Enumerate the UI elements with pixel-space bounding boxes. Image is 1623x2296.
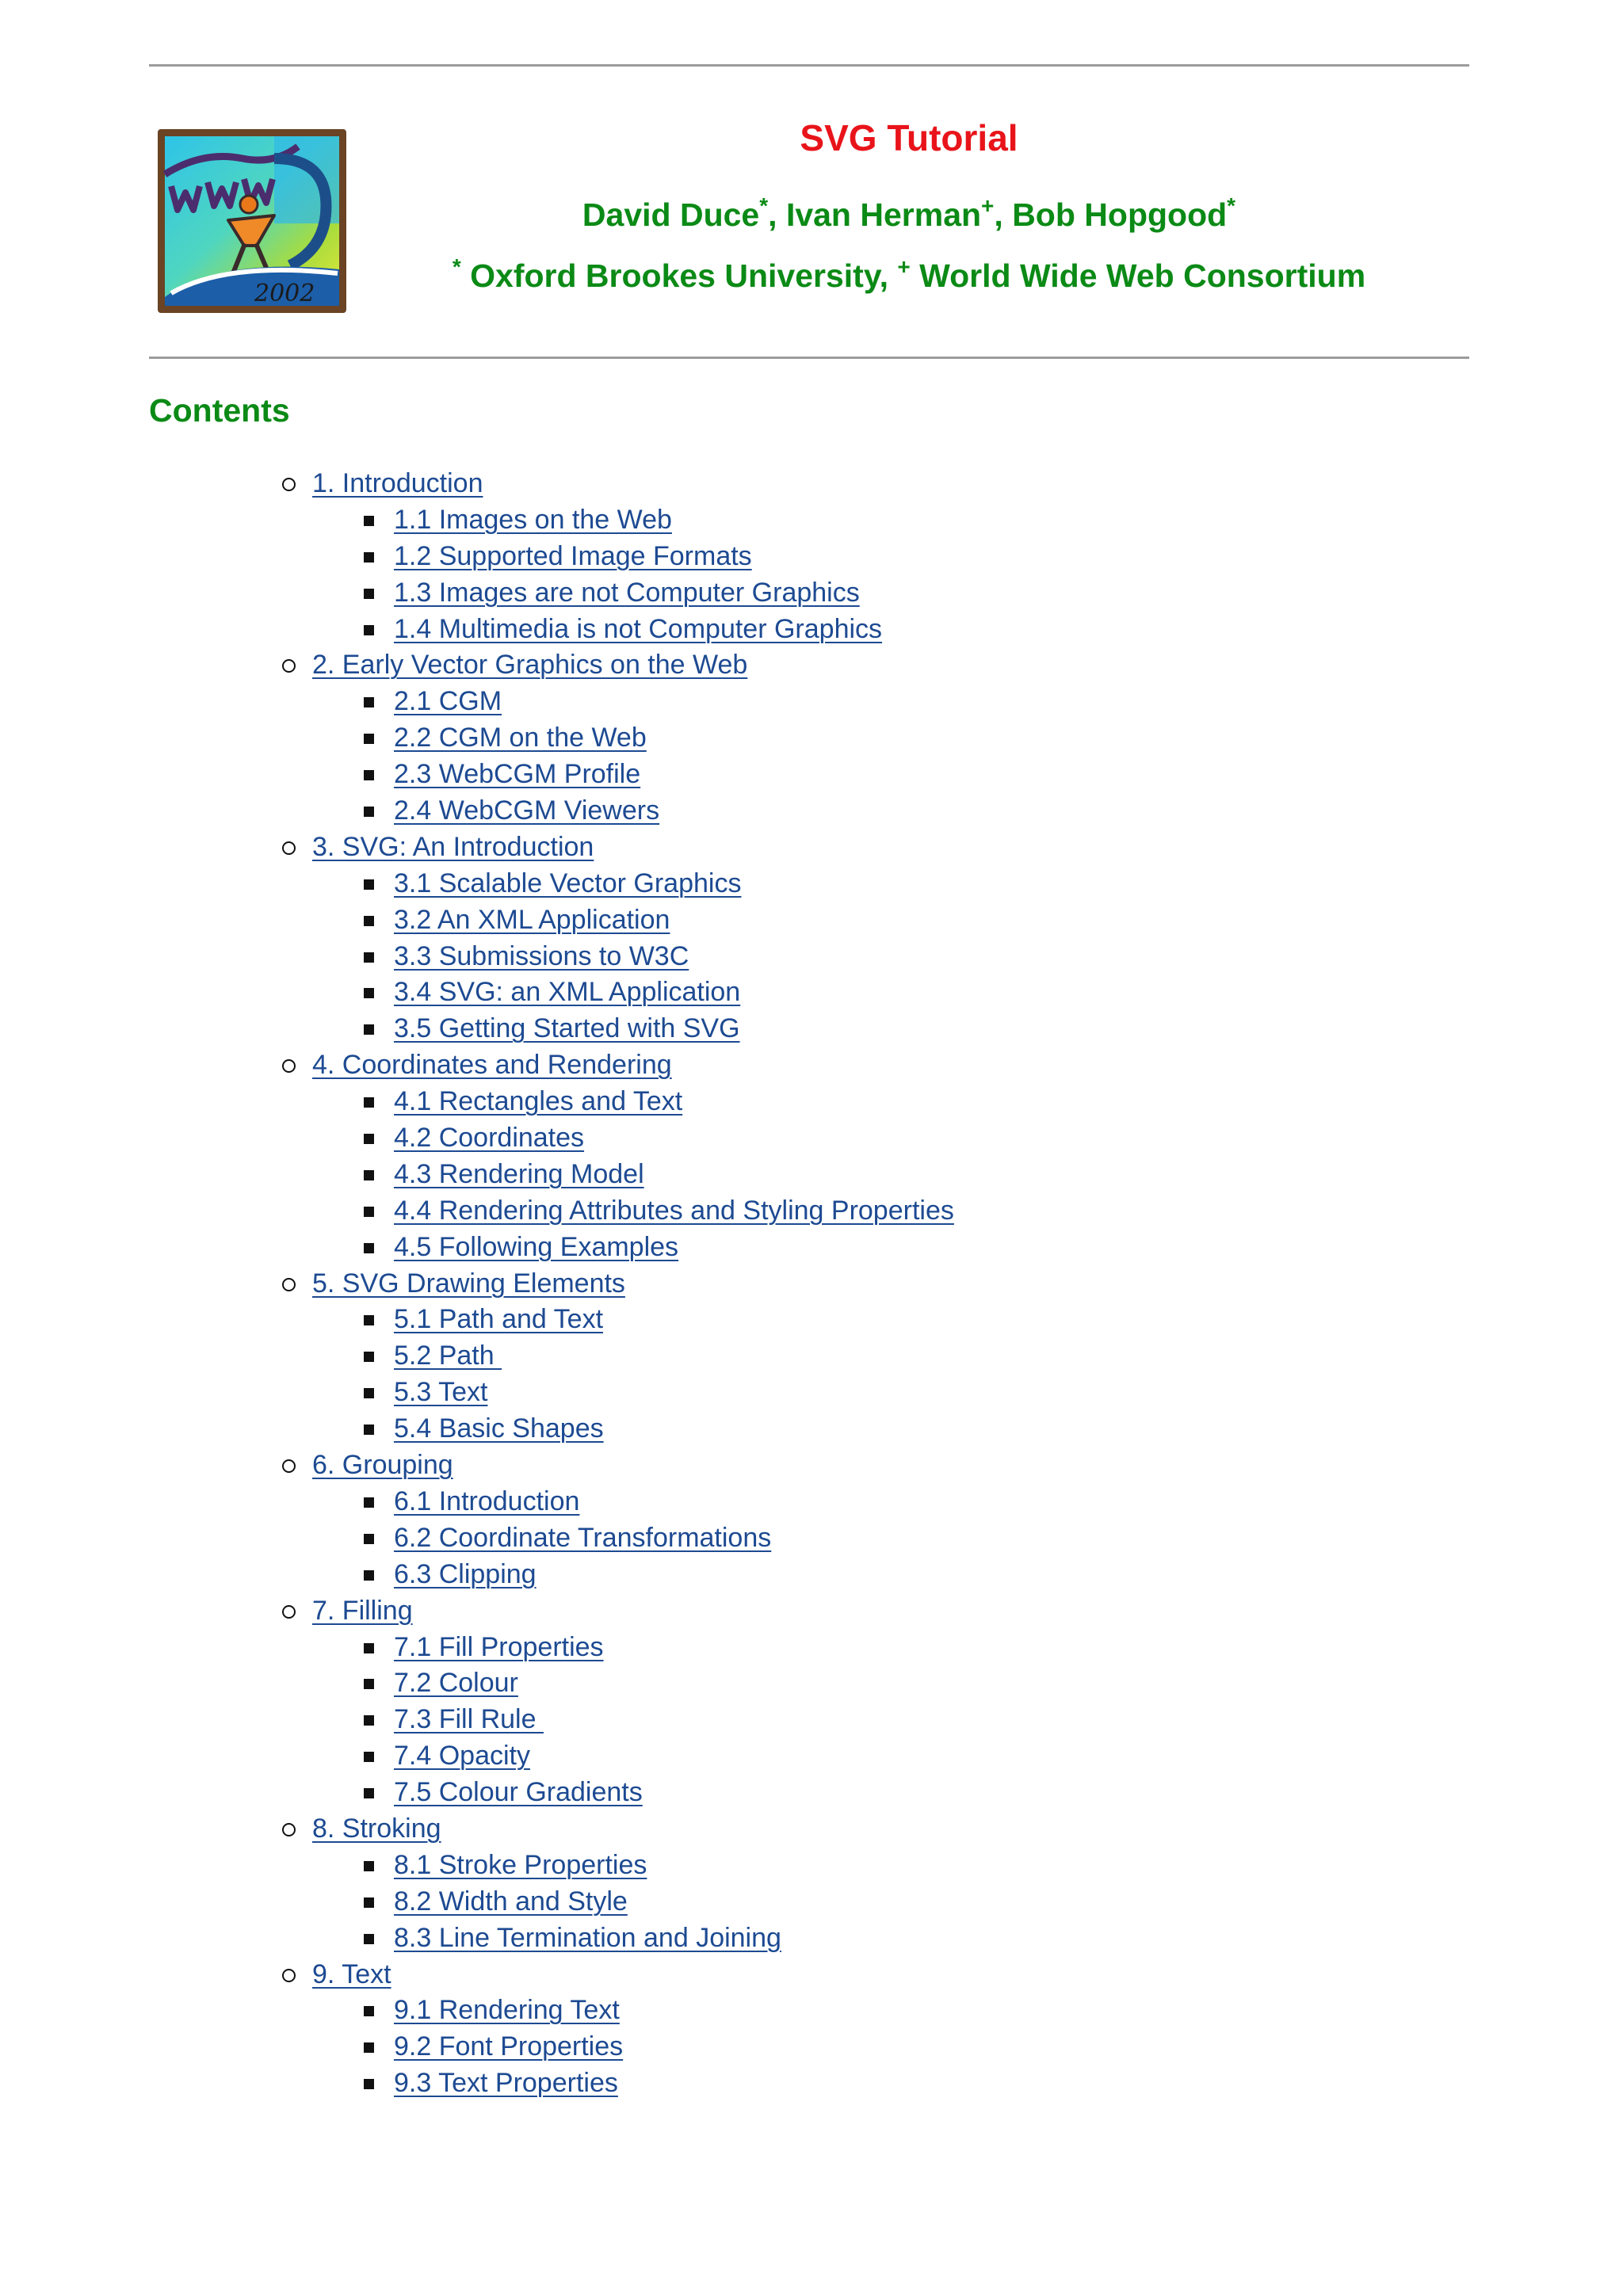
author-affiliation-mark: + [981,193,995,218]
toc-section-item [0,2029,1623,2065]
circle-bullet-icon [282,1059,296,1073]
square-bullet-icon [364,1497,374,1508]
toc-chapter-item [0,1047,1623,1084]
square-bullet-icon [364,552,374,563]
toc-section-item [0,939,1623,975]
square-bullet-icon [364,1752,374,1762]
square-bullet-icon [364,697,374,707]
square-bullet-icon [364,1679,374,1689]
toc-chapter-item [0,1811,1623,1848]
author-name: David Duce [582,196,760,233]
square-bullet-icon [364,1934,374,1944]
toc-section-item [0,1193,1623,1230]
toc-chapter-link[interactable]: 5. SVG Drawing Elements [312,1268,625,1299]
toc-section-item [0,1157,1623,1193]
toc-section-link[interactable]: 8.2 Width and Style [394,1886,628,1917]
toc-section-link[interactable]: 3.1 Scalable Vector Graphics [394,868,742,898]
square-bullet-icon [364,1861,374,1871]
toc-chapter-link[interactable]: 6. Grouping [312,1450,453,1481]
toc-section-link[interactable]: 2.2 CGM on the Web [394,723,647,753]
toc-section-link[interactable]: 7.1 Fill Properties [394,1631,604,1662]
toc-section-item [0,1848,1623,1884]
circle-bullet-icon [282,1278,296,1291]
toc-section-link[interactable]: 3.3 Submissions to W3C [394,940,689,971]
toc-chapter-link[interactable]: 7. Filling [312,1595,413,1626]
toc-section-item [0,1630,1623,1666]
square-bullet-icon [364,1534,374,1544]
affiliation-mark: * [452,254,461,279]
table-of-contents [0,466,1623,2102]
toc-section-link[interactable]: 4.2 Coordinates [394,1123,585,1154]
square-bullet-icon [364,1788,374,1798]
toc-section-link[interactable]: 9.2 Font Properties [394,2031,624,2062]
affiliation-separator: , [879,257,898,294]
square-bullet-icon [364,1897,374,1908]
toc-section-item [0,974,1623,1011]
top-divider [149,64,1469,67]
toc-section-item [0,1230,1623,1266]
toc-chapter-link[interactable]: 8. Stroking [312,1813,441,1844]
toc-section-link[interactable]: 7.5 Colour Gradients [394,1777,643,1808]
circle-bullet-icon [282,1969,296,1982]
toc-chapter-item [0,1266,1623,1302]
toc-section-link[interactable]: 1.1 Images on the Web [394,504,672,535]
toc-section-link[interactable]: 4.1 Rectangles and Text [394,1086,683,1117]
toc-section-item [0,1920,1623,1957]
square-bullet-icon [364,1715,374,1726]
toc-chapter-link[interactable]: 4. Coordinates and Rendering [312,1050,672,1081]
www2002-logo [155,127,349,315]
author-separator: , [994,196,1013,233]
square-bullet-icon [364,1352,374,1362]
circle-bullet-icon [282,478,296,491]
toc-section-item [0,1665,1623,1702]
toc-section-link[interactable]: 1.3 Images are not Computer Graphics [394,577,860,608]
square-bullet-icon [364,2006,374,2016]
toc-section-link[interactable]: 8.3 Line Termination and Joining [394,1922,781,1953]
toc-chapter-link[interactable]: 3. SVG: An Introduction [312,831,594,862]
toc-chapter-item [0,647,1623,684]
page-title: SVG Tutorial [800,117,1018,158]
toc-section-item [0,612,1623,648]
affiliation-line [349,256,1469,296]
square-bullet-icon [364,1315,374,1325]
square-bullet-icon [364,1388,374,1398]
square-bullet-icon [364,1643,374,1653]
toc-section-link[interactable]: 1.2 Supported Image Formats [394,540,752,571]
author-name: Bob Hopgood [1012,196,1228,233]
author-separator: , [768,196,786,233]
toc-section-link[interactable]: 4.5 Following Examples [394,1231,679,1262]
author-name: Ivan Herman [785,196,982,233]
toc-section-item [0,2065,1623,2102]
toc-section-link[interactable]: 3.2 An XML Application [394,904,670,935]
toc-section-link[interactable]: 1.4 Multimedia is not Computer Graphics [394,613,883,644]
affiliation-name: World Wide Web Consortium [919,257,1366,294]
square-bullet-icon [364,916,374,926]
toc-chapter-item [0,1593,1623,1630]
toc-section-link[interactable]: 7.2 Colour [394,1668,518,1699]
toc-section-item [0,1484,1623,1520]
square-bullet-icon [364,2079,374,2089]
square-bullet-icon [364,1570,374,1581]
toc-section-link[interactable]: 6.2 Coordinate Transformations [394,1522,772,1553]
toc-section-item [0,1302,1623,1338]
author-affiliation-mark: * [1227,193,1236,218]
toc-section-link[interactable]: 9.1 Rendering Text [394,1995,620,2026]
square-bullet-icon [364,879,374,890]
square-bullet-icon [364,1024,374,1035]
toc-chapter-link[interactable]: 2. Early Vector Graphics on the Web [312,650,748,681]
square-bullet-icon [364,1134,374,1144]
toc-section-link[interactable]: 7.3 Fill Rule [394,1704,544,1735]
toc-section-item [0,866,1623,902]
affiliation-name: Oxford Brookes University [470,257,880,294]
toc-section-link[interactable]: 5.3 Text [394,1377,488,1408]
toc-section-item [0,1884,1623,1920]
toc-section-link[interactable]: 3.4 SVG: an XML Application [394,977,741,1008]
toc-section-link[interactable]: 2.4 WebCGM Viewers [394,795,660,826]
toc-section-item [0,1520,1623,1557]
toc-section-item [0,1775,1623,1811]
contents-heading: Contents [149,392,290,429]
toc-section-item [0,1375,1623,1411]
toc-chapter-item [0,1957,1623,1993]
square-bullet-icon [364,1207,374,1217]
author-line [349,195,1469,235]
toc-section-link[interactable]: 5.4 Basic Shapes [394,1413,604,1444]
affiliation-mark: + [897,254,911,279]
toc-chapter-item [0,1447,1623,1484]
toc-section-link[interactable]: 6.1 Introduction [394,1486,580,1516]
toc-section-link[interactable]: 8.1 Stroke Properties [394,1849,647,1880]
square-bullet-icon [364,2042,374,2053]
toc-section-item [0,1557,1623,1593]
toc-section-link[interactable]: 5.1 Path and Text [394,1304,604,1335]
toc-section-link[interactable]: 4.4 Rendering Attributes and Styling Properties [394,1195,954,1226]
square-bullet-icon [364,1097,374,1108]
square-bullet-icon [364,988,374,998]
toc-section-item [0,502,1623,539]
toc-section-item [0,757,1623,793]
circle-bullet-icon [282,1823,296,1836]
toc-section-link[interactable]: 9.3 Text Properties [394,2068,618,2099]
toc-section-item [0,793,1623,830]
square-bullet-icon [364,1425,374,1435]
toc-section-item [0,575,1623,612]
square-bullet-icon [364,625,374,635]
square-bullet-icon [364,807,374,817]
toc-section-item [0,1338,1623,1375]
toc-section-item [0,1084,1623,1120]
toc-section-link[interactable]: 4.3 Rendering Model [394,1158,644,1189]
toc-section-item [0,1011,1623,1047]
toc-section-item [0,1993,1623,2029]
square-bullet-icon [364,770,374,780]
toc-section-item [0,902,1623,939]
circle-bullet-icon [282,1459,296,1473]
square-bullet-icon [364,516,374,526]
toc-chapter-link[interactable]: 9. Text [312,1958,391,1989]
square-bullet-icon [364,1170,374,1180]
circle-bullet-icon [282,841,296,855]
square-bullet-icon [364,952,374,963]
square-bullet-icon [364,1243,374,1253]
header-divider [149,357,1469,359]
author-affiliation-mark: * [759,193,769,218]
toc-section-item [0,1738,1623,1775]
toc-section-item [0,1702,1623,1738]
toc-section-item [0,684,1623,720]
toc-section-link[interactable]: 5.2 Path [394,1341,502,1371]
toc-section-link[interactable]: 7.4 Opacity [394,1741,530,1772]
toc-section-item [0,539,1623,575]
toc-section-link[interactable]: 3.5 Getting Started with SVG [394,1013,740,1044]
toc-section-item [0,1411,1623,1447]
toc-section-link[interactable]: 2.3 WebCGM Profile [394,759,641,790]
toc-section-item [0,720,1623,757]
toc-section-item [0,1120,1623,1157]
toc-chapter-link[interactable]: 1. Introduction [312,468,483,498]
toc-chapter-item [0,830,1623,866]
toc-section-link[interactable]: 2.1 CGM [394,686,502,717]
toc-chapter-item [0,466,1623,502]
circle-bullet-icon [282,1605,296,1619]
circle-bullet-icon [282,659,296,673]
logo-year: 2002 [254,280,315,307]
square-bullet-icon [364,589,374,599]
square-bullet-icon [364,734,374,744]
toc-section-link[interactable]: 6.3 Clipping [394,1558,537,1589]
